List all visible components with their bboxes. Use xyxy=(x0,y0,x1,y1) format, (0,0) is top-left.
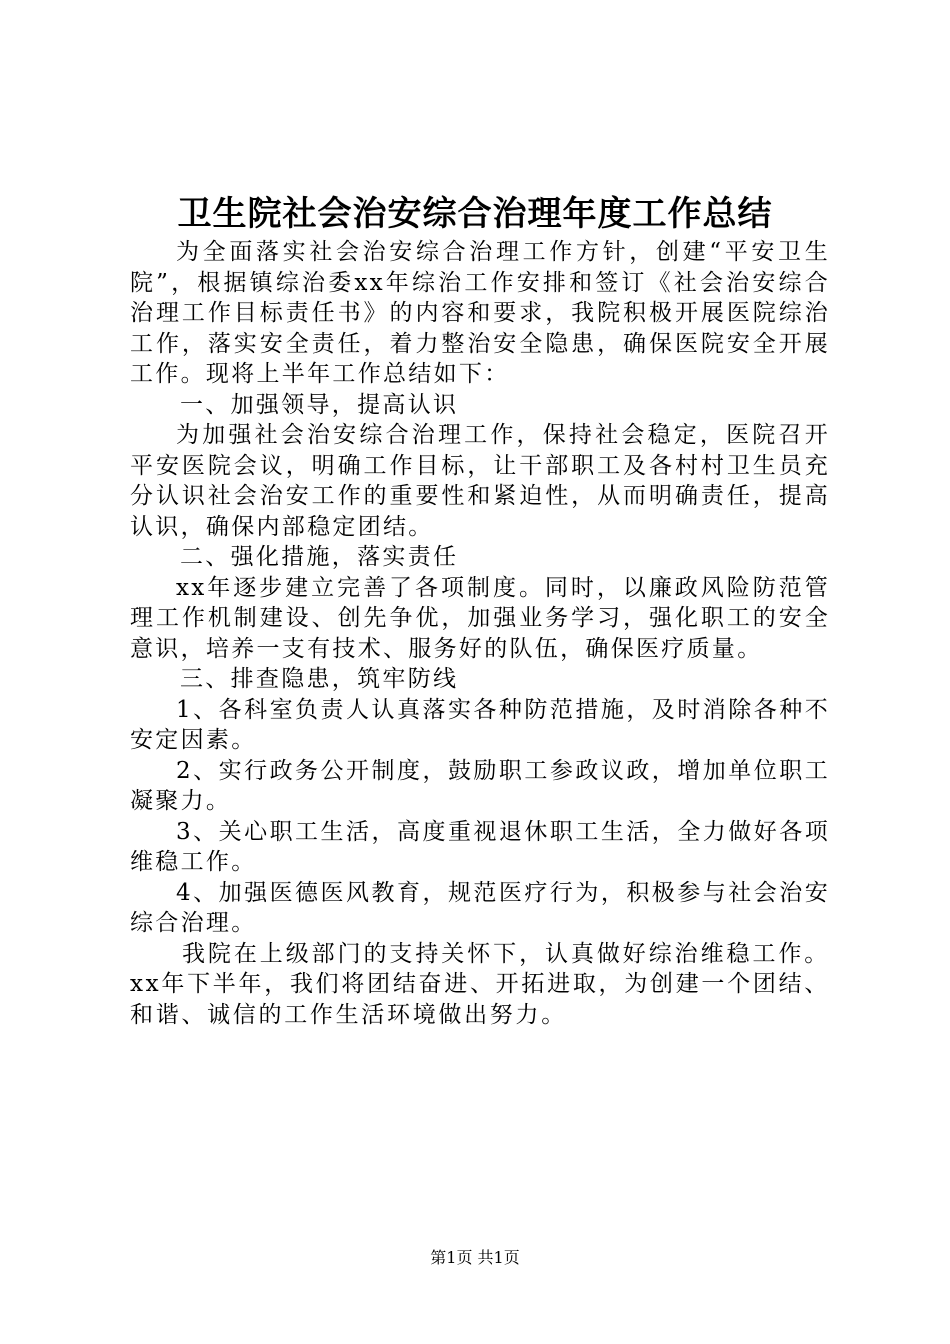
section-heading-3: 三、排查隐患，筑牢防线 xyxy=(180,666,459,692)
list-item-2: 2、实行政务公开制度，鼓励职工参政议政，增加单位职工凝聚力。 xyxy=(130,757,830,814)
list-item-3: 3、关心职工生活，高度重视退休职工生活，全力做好各项维稳工作。 xyxy=(130,818,830,875)
section-heading-2: 二、强化措施，落实责任 xyxy=(180,544,459,570)
list-item-1: 1、各科室负责人认真落实各种防范措施，及时消除各种不安定因素。 xyxy=(130,696,830,753)
document-body xyxy=(130,237,830,1030)
document-title: 卫生院社会治安综合治理年度工作总结 xyxy=(177,194,773,234)
page-number-footer: 第1页 共1页 xyxy=(430,1248,520,1267)
section-heading-1: 一、加强领导，提高认识 xyxy=(180,391,459,418)
section-2-paragraph: xx年逐步建立完善了各项制度。同时，以廉政风险防范管理工作机制建设、创先争优，加强业务学习，强化职工的安全意识，培养一支有技术、服务好的队伍，确保医疗质量。 xyxy=(130,574,830,662)
intro-paragraph: 为全面落实社会治安综合治理工作方针，创建“平安卫生院”，根据镇综治委xx年综治工作安排和签订《社会治安综合治理工作目标责任书》的内容和要求，我院积极开展医院综治工作，落实安全责任，着力整治安全隐患，确保医院安全开展工作。现将上半年工作总结如下： xyxy=(130,239,830,387)
section-1-paragraph: 为加强社会治安综合治理工作，保持社会稳定，医院召开平安医院会议，明确工作目标，让干部职工及各村村卫生员充分认识社会治安工作的重要性和紧迫性，从而明确责任，提高认识，确保内部稳定团结。 xyxy=(130,422,830,540)
closing-paragraph: 我院在上级部门的支持关怀下，认真做好综治维稳工作。xx年下半年，我们将团结奋进、开拓进取，为创建一个团结、和谐、诚信的工作生活环境做出努力。 xyxy=(130,940,830,1028)
list-item-4: 4、加强医德医风教育，规范医疗行为，积极参与社会治安综合治理。 xyxy=(130,879,830,936)
